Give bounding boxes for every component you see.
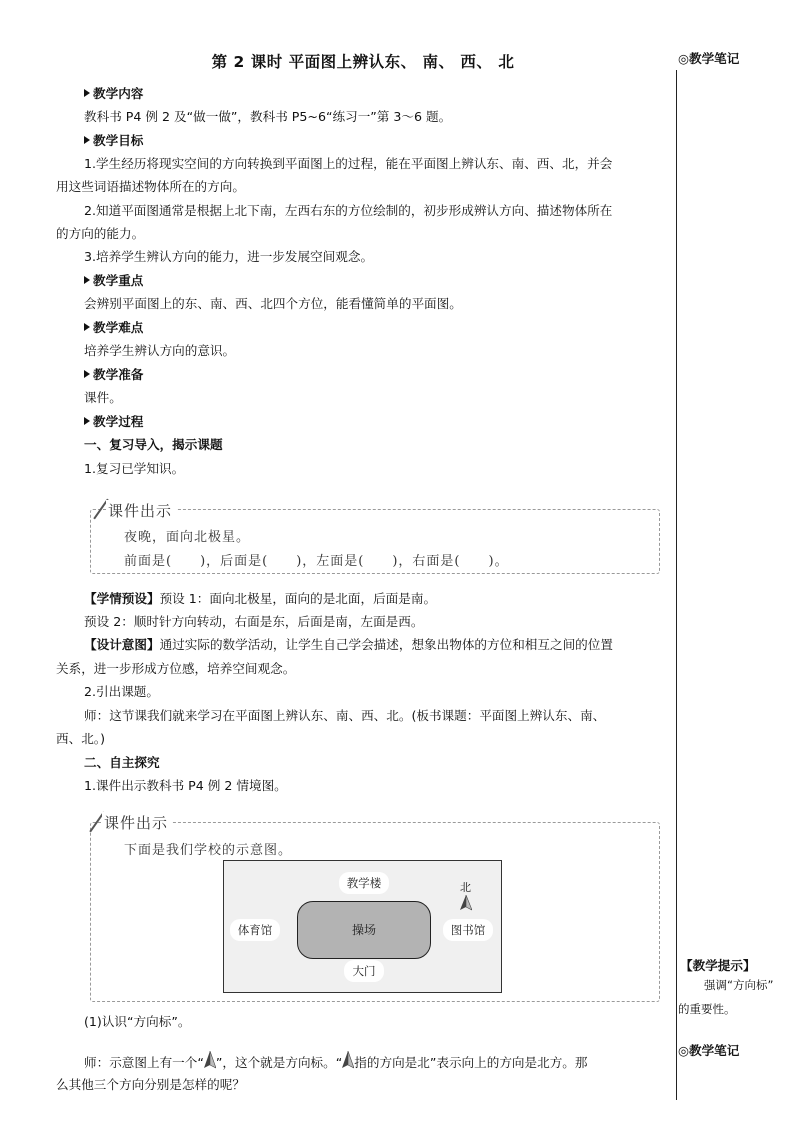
sub-heading: (1)认识“方向标”。 — [84, 1014, 191, 1029]
school-map — [223, 860, 502, 993]
tip-text: 强调“方向标” — [704, 978, 774, 992]
tip-text-2: 的重要性。 — [678, 1002, 736, 1016]
goal-text: 用这些词语描述物体所在的方向。 — [56, 179, 245, 194]
triangle-bullet-icon — [84, 323, 90, 331]
north-arrow-icon — [460, 895, 472, 911]
goal-text: 的方向的能力。 — [56, 226, 145, 241]
triangle-bullet-icon — [84, 136, 90, 144]
preset-line: 预设 2：顺时针方向转动，右面是东，后面是南，左面是西。 — [84, 614, 424, 629]
section-heading: 教学过程 — [84, 414, 698, 430]
courseware-tag: 课件出示 — [102, 812, 172, 833]
goal-text: 1.学生经历将现实空间的方向转换到平面图上的过程，能在平面图上辨认东、南、西、北，并会 — [84, 156, 613, 171]
part-heading: 一、复习导入，揭示课题 — [84, 437, 223, 452]
map-label-library: 图书馆 — [443, 919, 493, 941]
design-line: 【设计意图】通过实际的数学活动，让学生自己学会描述，想象出物体的方位和相互之间的位置 — [84, 637, 613, 652]
step-text: 1.课件出示教科书 P4 例 2 情境图。 — [84, 778, 287, 793]
goal-text: 2.知道平面图通常是根据上北下南，左西右东的方位绘制的，初步形成辨认方向、描述物体所在 — [84, 203, 613, 218]
key-text: 会辨别平面图上的东、南、西、北四个方位，能看懂简单的平面图。 — [84, 296, 462, 311]
tip-heading: 【教学提示】 — [680, 958, 756, 973]
box-text: 夜晚，面向北极星。 — [124, 530, 251, 545]
teacher-line: 么其他三个方向分别是怎样的呢？ — [56, 1077, 245, 1092]
box-text: 下面是我们学校的示意图。 — [124, 843, 293, 858]
triangle-bullet-icon — [84, 417, 90, 425]
goal-text: 3.培养学生辨认方向的能力，进一步发展空间观念。 — [84, 249, 374, 264]
teacher-line: 师：示意图上有一个“ ”，这个就是方向标。“ 指的方向是北”表示向上的方向是北方。那 — [56, 1051, 670, 1071]
teacher-line: 西、北。) — [56, 731, 105, 746]
section-heading: 教学内容 — [84, 86, 698, 102]
triangle-bullet-icon — [84, 276, 90, 284]
difficulty-text: 培养学生辨认方向的意识。 — [84, 343, 236, 358]
notes-label: ◎教学笔记 — [678, 51, 740, 66]
section-heading: 教学重点 — [84, 273, 698, 289]
triangle-bullet-icon — [84, 89, 90, 97]
section-heading: 教学难点 — [84, 320, 698, 336]
design-line: 关系，进一步形成方位感，培养空间观念。 — [56, 661, 296, 676]
map-north-label: 北 — [460, 881, 471, 894]
courseware-tag: 课件出示 — [106, 500, 176, 521]
section-heading: 教学准备 — [84, 367, 698, 383]
preset-line: 【学情预设】预设 1：面向北极星，面向的是北面，后面是南。 — [84, 591, 437, 606]
content-text: 教科书 P4 例 2 及“做一做”，教科书 P5~6“练习一”第 3～6 题。 — [84, 109, 452, 124]
teacher-line: 师：这节课我们就来学习在平面图上辨认东、南、西、北。(板书课题：平面图上辨认东、南、 — [84, 708, 606, 723]
step-text: 2.引出课题。 — [84, 684, 159, 699]
notes-label-2: ◎教学笔记 — [678, 1043, 740, 1058]
map-label-teaching-building: 教学楼 — [339, 872, 389, 894]
triangle-bullet-icon — [84, 370, 90, 378]
map-label-gate: 大门 — [344, 960, 384, 982]
step-text: 1.复习已学知识。 — [84, 461, 185, 476]
box-text: 前面是( )，后面是( )，左面是( )，右面是( )。 — [124, 554, 509, 569]
margin-divider — [676, 70, 677, 1100]
section-heading: 教学目标 — [84, 133, 698, 149]
prep-text: 课件。 — [84, 390, 122, 405]
north-arrow-icon — [204, 1051, 216, 1069]
north-arrow-icon — [342, 1051, 354, 1069]
page-title: 第 2 课时 平面图上辨认东、 南、 西、 北 — [211, 53, 515, 71]
part-heading: 二、自主探究 — [84, 755, 160, 770]
map-label-gym: 体育馆 — [230, 919, 280, 941]
map-playground: 操场 — [297, 901, 431, 959]
